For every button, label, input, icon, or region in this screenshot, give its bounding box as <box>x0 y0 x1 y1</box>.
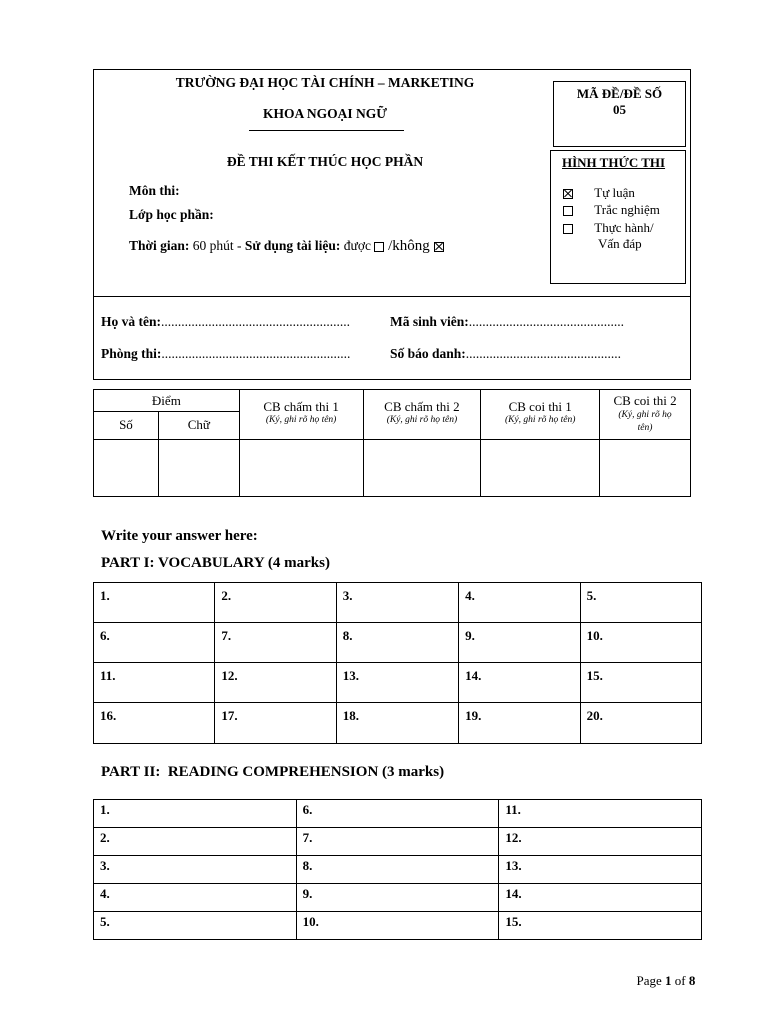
score-words-header: Chữ <box>158 412 239 440</box>
answer-cell[interactable]: 4. <box>459 583 580 623</box>
answer-cell[interactable]: 5. <box>94 912 297 940</box>
practical-label-line2: Vấn đáp <box>598 236 642 251</box>
not-allowed-label: /không <box>384 238 434 254</box>
part-1-answer-grid <box>93 582 702 744</box>
exam-title: ĐỀ THI KẾT THÚC HỌC PHẦN <box>226 154 424 169</box>
part-1-title: PART I: VOCABULARY (4 marks) <box>101 555 330 571</box>
answer-cell[interactable]: 7. <box>215 623 336 663</box>
name-line <box>101 314 350 330</box>
multiple-choice-label: Trắc nghiệm <box>594 202 660 217</box>
materials-label: Sử dụng tài liệu: <box>244 238 341 253</box>
subject-label: Môn thi: <box>129 183 180 198</box>
exam-form-title: HÌNH THỨC THI <box>562 155 666 170</box>
faculty-name: KHOA NGOẠI NGỮ <box>262 106 387 121</box>
part-2-title: PART II: READING COMPREHENSION (3 marks) <box>101 764 445 780</box>
page-number: Page 1 of 8 <box>636 973 696 988</box>
answer-cell[interactable]: 1. <box>94 583 215 623</box>
answer-cell[interactable]: 12. <box>215 663 336 703</box>
answer-cell[interactable]: 8. <box>336 623 458 663</box>
time-line <box>129 238 444 255</box>
answer-cell[interactable]: 2. <box>94 828 297 856</box>
candidate-number-line <box>390 346 621 362</box>
answer-cell[interactable]: 9. <box>296 884 499 912</box>
answer-cell[interactable]: 3. <box>94 856 297 884</box>
grader-1-header: CB chấm thi 1 (Ký, ghi rõ họ tên) <box>239 390 363 440</box>
answer-cell[interactable]: 5. <box>580 583 701 623</box>
answer-cell[interactable]: 1. <box>94 800 297 828</box>
class-label: Lớp học phần: <box>129 207 214 222</box>
allowed-checkbox[interactable] <box>374 242 384 252</box>
exam-code-label: MÃ ĐỀ/ĐỀ SỐ <box>576 86 663 101</box>
form-option-practical[interactable] <box>563 220 654 236</box>
time-value: 60 phút - <box>189 238 245 253</box>
score-table <box>93 389 691 497</box>
practical-label: Thực hành/ <box>594 220 654 235</box>
score-number-header: Số <box>94 412 159 440</box>
answer-cell[interactable]: 10. <box>296 912 499 940</box>
allowed-label: được <box>340 238 375 253</box>
answer-cell[interactable]: 4. <box>94 884 297 912</box>
header-divider <box>93 296 691 297</box>
exam-code-number: 05 <box>613 102 626 117</box>
time-label: Thời gian: <box>129 238 190 253</box>
answer-cell[interactable]: 9. <box>459 623 580 663</box>
answer-cell[interactable]: 8. <box>296 856 499 884</box>
proctor-1-signature-cell[interactable] <box>481 440 600 497</box>
answer-cell[interactable]: 10. <box>580 623 701 663</box>
answer-cell[interactable]: 3. <box>336 583 458 623</box>
answer-cell[interactable]: 19. <box>459 703 580 744</box>
instructions: Write your answer here: <box>101 528 258 544</box>
name-label: Họ và tên: <box>101 314 161 329</box>
university-name: TRƯỜNG ĐẠI HỌC TÀI CHÍNH – MARKETING <box>175 75 475 90</box>
practical-checkbox[interactable] <box>563 224 573 234</box>
grader-2-header: CB chấm thi 2 (Ký, ghi rõ họ tên) <box>363 390 481 440</box>
faculty-underline <box>249 130 404 131</box>
room-field[interactable]: ........................................................ <box>161 346 351 361</box>
score-number-cell[interactable] <box>94 440 159 497</box>
answer-cell[interactable]: 6. <box>296 800 499 828</box>
score-header: Điểm <box>94 390 240 412</box>
proctor-1-header: CB coi thi 1 (Ký, ghi rõ họ tên) <box>481 390 600 440</box>
answer-cell[interactable]: 17. <box>215 703 336 744</box>
grader-2-signature-cell[interactable] <box>363 440 481 497</box>
essay-label: Tự luận <box>594 185 635 200</box>
form-option-essay[interactable] <box>563 185 635 201</box>
answer-cell[interactable]: 13. <box>499 856 702 884</box>
answer-cell[interactable]: 18. <box>336 703 458 744</box>
answer-cell[interactable]: 2. <box>215 583 336 623</box>
name-field[interactable]: ........................................................ <box>161 314 350 329</box>
candidate-number-field[interactable]: .............................................. <box>465 346 622 361</box>
grader-1-signature-cell[interactable] <box>239 440 363 497</box>
student-id-field[interactable]: .............................................. <box>468 314 625 329</box>
answer-cell[interactable]: 15. <box>580 663 701 703</box>
answer-cell[interactable]: 15. <box>499 912 702 940</box>
proctor-2-signature-cell[interactable] <box>600 440 691 497</box>
answer-cell[interactable]: 12. <box>499 828 702 856</box>
student-id-line <box>390 314 624 330</box>
room-line <box>101 346 350 362</box>
score-words-cell[interactable] <box>158 440 239 497</box>
form-option-multiple-choice[interactable] <box>563 202 660 218</box>
part-2-answer-grid <box>93 799 702 940</box>
candidate-number-label: Số báo danh: <box>390 346 466 361</box>
proctor-2-header: CB coi thi 2 (Ký, ghi rõ họ tên) <box>600 390 691 440</box>
not-allowed-checkbox[interactable] <box>434 242 444 252</box>
answer-cell[interactable]: 7. <box>296 828 499 856</box>
essay-checkbox[interactable] <box>563 189 573 199</box>
answer-cell[interactable]: 14. <box>499 884 702 912</box>
multiple-choice-checkbox[interactable] <box>563 206 573 216</box>
answer-cell[interactable]: 20. <box>580 703 701 744</box>
answer-cell[interactable]: 16. <box>94 703 215 744</box>
room-label: Phòng thi: <box>101 346 162 361</box>
answer-cell[interactable]: 6. <box>94 623 215 663</box>
answer-cell[interactable]: 14. <box>459 663 580 703</box>
answer-cell[interactable]: 11. <box>94 663 215 703</box>
answer-cell[interactable]: 11. <box>499 800 702 828</box>
answer-cell[interactable]: 13. <box>336 663 458 703</box>
student-id-label: Mã sinh viên: <box>390 314 469 329</box>
